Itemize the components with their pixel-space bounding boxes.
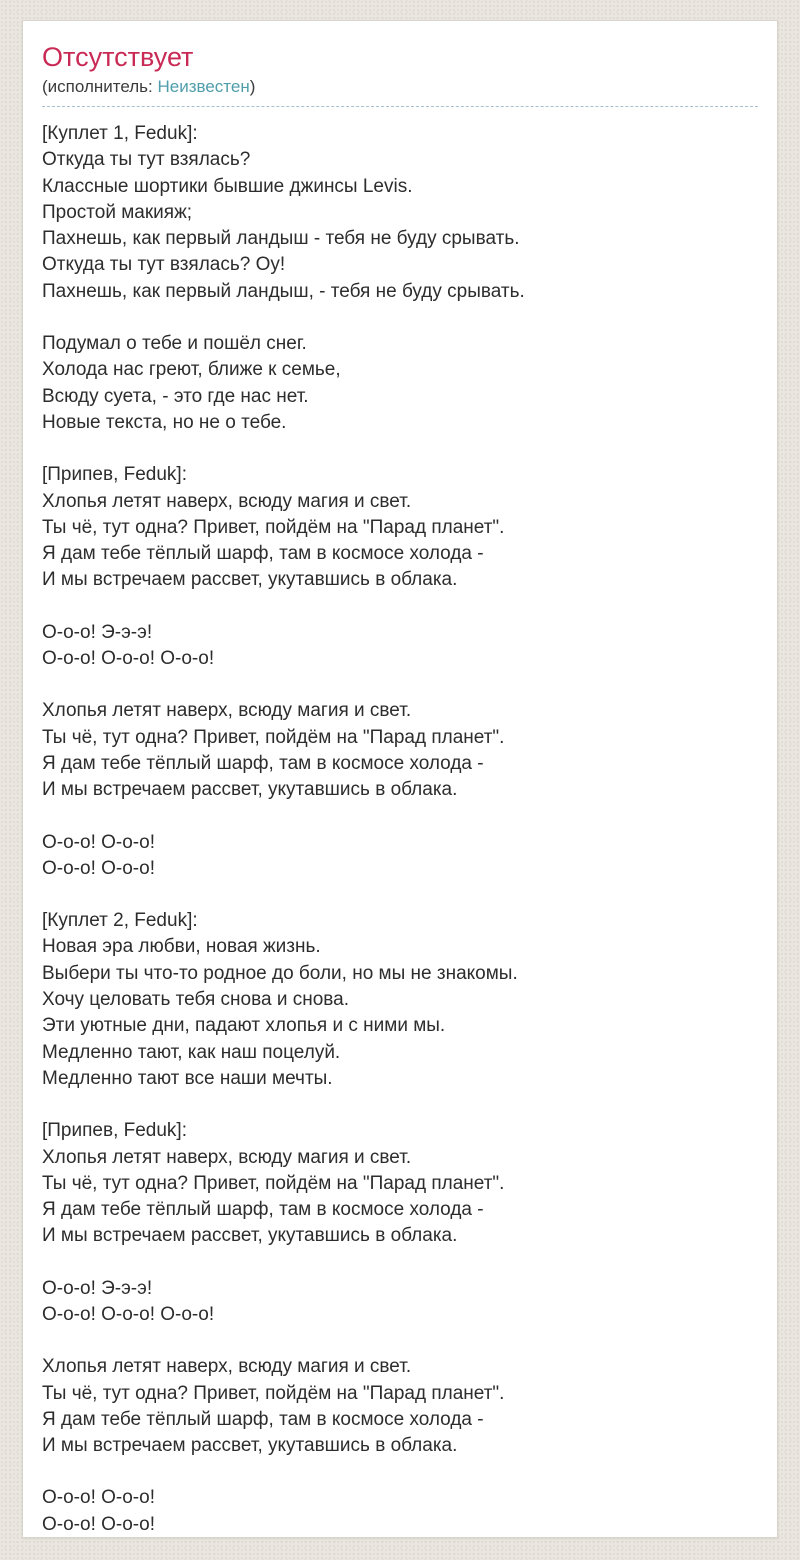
artist-label: (исполнитель: <box>42 77 158 96</box>
song-title: Отсутствует <box>42 42 194 72</box>
lyrics-text <box>42 121 758 1538</box>
lyrics-stanza: [Куплет 1, Feduk]: Откуда ты тут взялась? Классные шортики бывшие джинсы Levis. Простой макияж; Пахнешь, как первый ландыш - тебя не буду срывать. Откуда ты тут взялась? Оу! Пахнешь, как первый ландыш, - тебя не буду срывать. <box>42 123 525 302</box>
artist-suffix: ) <box>249 77 256 96</box>
lyrics-card <box>22 20 778 1538</box>
artist-link[interactable]: Неизвестен <box>157 77 250 96</box>
lyrics-stanza: О-о-о! Э-э-э! О-о-о! О-о-о! О-о-о! <box>42 621 215 670</box>
lyrics-stanza: Подумал о тебе и пошёл снег. Холода нас греют, ближе к семье, Всюду суета, - это где нас нет. Новые текста, но не о тебе. <box>42 333 341 433</box>
lyrics-stanza: Хлопья летят наверх, всюду магия и свет. Ты чё, тут одна? Привет, пойдём на "Парад планет". Я дам тебе тёплый шарф, там в космосе холода - И мы встречаем рассвет, укутавшись в облака. <box>42 700 505 801</box>
lyrics-stanza: [Куплет 2, Feduk]: Новая эра любви, новая жизнь. Выбери ты что-то родное до боли, но мы не знакомы. Хочу целовать тебя снова и снова. Эти уютные дни, падают хлопья и с ними мы. Медленно тают, как наш поцелуй. Медленно тают все наши мечты. <box>42 910 518 1089</box>
lyrics-stanza: О-о-о! Э-э-э! О-о-о! О-о-о! О-о-о! <box>42 1277 215 1325</box>
lyrics-stanza: [Припев, Feduk]: Хлопья летят наверх, всюду магия и свет. Ты чё, тут одна? Привет, пойдём на "Парад планет". Я дам тебе тёплый шарф, там в космосе холода - И мы встречаем рассвет, укутавшись в облака. <box>42 464 505 591</box>
lyrics-stanza: О-о-о! О-о-о! О-о-о! О-о-о! <box>42 1487 155 1535</box>
lyrics-stanza: [Припев, Feduk]: Хлопья летят наверх, всюду магия и свет. Ты чё, тут одна? Привет, пойдём на "Парад планет". Я дам тебе тёплый шарф, там в космосе холода - И мы встречаем рассвет, укутавшись в облака. <box>42 1120 505 1247</box>
lyrics-stanza: О-о-о! О-о-о! О-о-о! О-о-о! <box>42 831 155 879</box>
artist-line <box>42 77 758 107</box>
lyrics-stanza: Хлопья летят наверх, всюду магия и свет. Ты чё, тут одна? Привет, пойдём на "Парад планет". Я дам тебе тёплый шарф, там в космосе холода - И мы встречаем рассвет, укутавшись в облака. <box>42 1356 505 1457</box>
